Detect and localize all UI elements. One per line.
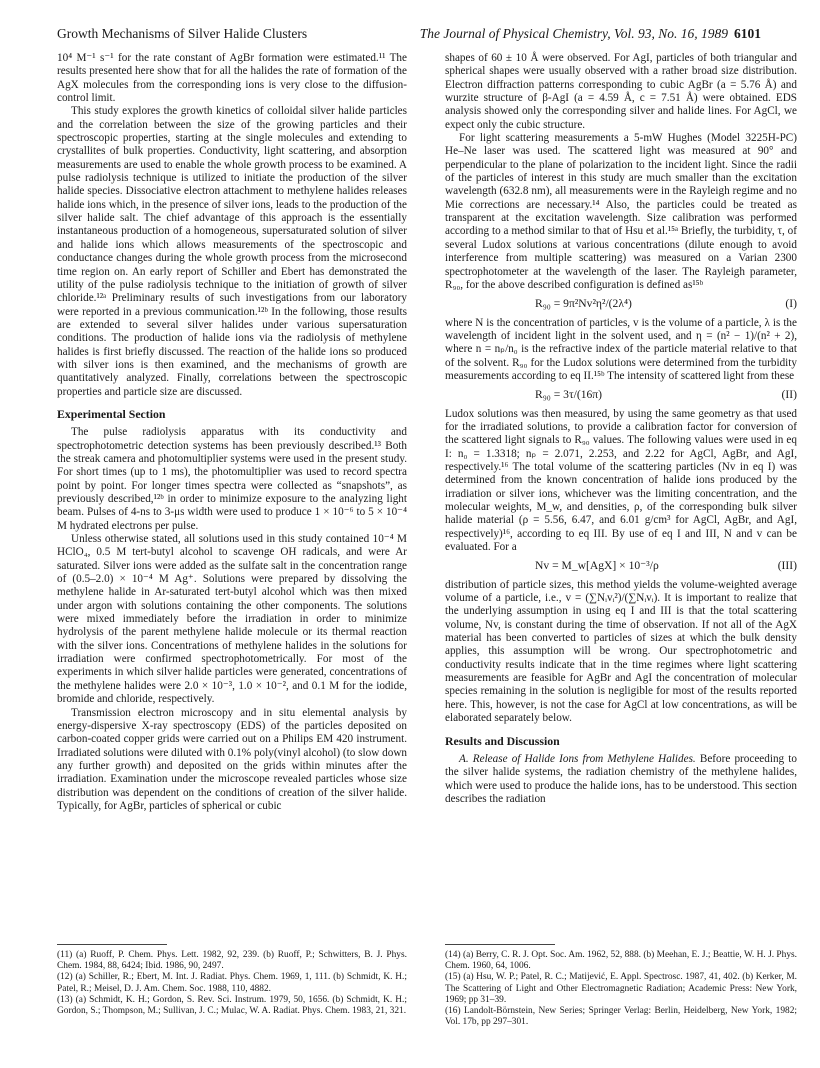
- equation-body: Nv = M_w[AgX] × 10⁻³/ρ: [535, 559, 659, 573]
- paragraph: Transmission electron microscopy and in situ elemental analysis by energy-dispersive X-ray spectroscopy (EDS) of the particles deposited on carbon-coated copper grids were carried out on a Philips EM 420 instrument. Irradiated solutions were diluted with 0.1% poly(vinyl alcohol) (to slow down any further growth) and deposited on the grids within minutes after the irradiation. Examination under the microscope revealed particles whose size distribution was dependent on the conditions of creation of the silver halide. Typically, for AgBr, particles of spherical or cubic: [57, 706, 407, 812]
- subsection-heading: A. Release of Halide Ions from Methylene Halides.: [459, 752, 696, 765]
- page-number: 6101: [734, 26, 761, 41]
- equation-body: R₉₀ = 9π²Nv²η²/(2λ⁴): [535, 297, 632, 311]
- footnotes-right: [445, 950, 797, 1028]
- paragraph: For light scattering measurements a 5-mW Hughes (Model 3225H-PC) He–Ne laser was used. The scattered light was measured at 90° and perpendicular to the plane of polarization to the incident light. Since the radii of the particles of interest in this study are much smaller than the excitation wavelength (632.8 nm), all measurements were in the Rayleigh regime and no Mie corrections are necessary.¹⁴ Also, the particles could be treated as transparent at the excitation wavelength. Size calibration was performed according to a method similar to that of Hsu et al.¹⁵ᵃ Briefly, the turbidity, τ, of several Ludox solutions at various concentrations (dilute enough to avoid interference from multiple scattering) was measured on a Varian 2300 spectrophotometer at the wavelength of the laser. The Rayleigh parameter, R₉₀, for the above described configuration is defined as¹⁵ᵇ: [445, 132, 797, 291]
- paragraph: Ludox solutions was then measured, by using the same geometry as that used for the irradiated solutions, to provide a calibration factor for conversion of the scattered light signals to R₉₀ values. The following values were used in eq I: n₀ = 1.3318; nₚ = 2.071, 2.253, and 2.22 for AgCl, AgBr, and AgI, respectively.¹⁶ The total volume of the scattering particles (Nv in eq I) was determined from the known concentration of halide ions produced by the irradiation or silver ions, whichever was the limiting concentration, and the molecular weights, M_w, and densities, ρ, of the corresponding bulk silver halide material (ρ = 5.56, 6.47, and 6.01 g/cm³ for AgCl, AgBr, and AgI, respectively)¹⁶, according to eq III. By use of eq I and III, N and v can be evaluated. For a: [445, 407, 797, 554]
- equation-number: (II): [781, 388, 797, 402]
- section-heading-results: Results and Discussion: [445, 733, 560, 748]
- header-title: Growth Mechanisms of Silver Halide Clusters: [57, 26, 308, 41]
- equation-2: [445, 388, 797, 401]
- footnote: (15) (a) Hsu, W. P.; Patel, R. C.; Matijević, E. Appl. Spectrosc. 1987, 41, 402. (b) Kerker, M. The Scattering of Light and Other Electromagnetic Radiation; Academic Press: New York, 1969; pp 31–39.: [445, 972, 797, 1005]
- left-column: [57, 52, 407, 813]
- paragraph: Unless otherwise stated, all solutions used in this study contained 10⁻⁴ M HClO₄, 0.5 M tert-butyl alcohol to scavenge OH radicals, and were Ar saturated. Silver ions were added as the sulfate salt in the concentration range of (0.5–2.0) × 10⁻⁴ M Ag⁺. Solutions were prepared by dissolving the methylene halide in Ar-saturated tert-butyl alcohol which was then mixed under argon with solutions containing the other components. The solutions were mixed immediately before the irradiation in order to minimize hydrolysis of the parent methylene halide molecule or its thermal reaction with the silver ions. Concentrations of methylene halides in the solutions for irradiation were confirmed spectrophotometrically. For most of the experiments in which silver halide particles were generated, concentrations of the methylene halides were 2.0 × 10⁻³, 1.0 × 10⁻², and 0.1 M for the iodide, bromide and chloride, respectively.: [57, 533, 407, 706]
- footnote: (12) (a) Schiller, R.; Ebert, M. Int. J. Radiat. Phys. Chem. 1969, 1, 111. (b) Schmidt, K. H.; Patel, R.; Meisel, D. J. Am. Chem. Soc. 1988, 110, 4882.: [57, 972, 407, 994]
- paragraph: The pulse radiolysis apparatus with its conductivity and spectrophotometric detection systems has been previously described.¹³ Both the streak camera and photomultiplier systems were used in the present study. For short times (up to 1 ms), the photomultiplier was used to record spectra point by point. For longer times spectra were collected as “snapshots”, as previously described,¹²ᵇ in order to minimize exposure to the analyzing light beam. Pulses of 4-ns to 3-μs width were used to produce 1 × 10⁻⁶ to 5 × 10⁻⁴ M hydrated electrons per pulse.: [57, 426, 407, 532]
- equation-3: [445, 559, 797, 572]
- paragraph: [445, 753, 797, 806]
- running-header: [57, 26, 761, 44]
- footnote-rule: [445, 944, 555, 945]
- paragraph: where N is the concentration of particles, v is the volume of a particle, λ is the wavelength of incident light in the solvent used, and η = (n² − 1)/(n² + 2), where n = nₚ/n₀ is the refractive index of the particle material relative to that of the solvent. R₉₀ for the Ludox solutions were determined from the turbidity measurements according to eq II.¹⁵ᵇ The intensity of scattered light from these: [445, 316, 797, 382]
- header-journal: [420, 26, 761, 42]
- paragraph: This study explores the growth kinetics of colloidal silver halide particles and the correlation between the size of the growing particles and their spectroscopic properties, starting at the single molecules and extending to crystallites of bulk properties. Conductivity, light scattering, and absorption measurements are used to enable the whole growth process to be examined. A pulse radiolysis technique is utilized to initiate the production of the silver halide species. Dissociative electron attachment to methylene halides releases halide ions which, in the presence of silver ions, leads to the production of the silver halide salt. The chief advantage of this approach is the essentially instantaneous production of a homogeneous, supersaturated solution of silver and halide ions which allows measurements of the spectroscopic and conductance changes during the whole growth process from the microsecond time region on. An early report of Schiller and Ebert has demonstrated the utility of the pulse radiolysis technique to the initiation of growth of silver chloride.¹²ᵃ Preliminary results of such investigations from our laboratory were reported in a previous communication.¹²ᵇ In the following, those results are extended to several silver halides under various supersaturation conditions. The production of halide ions via the radiolysis of methylene halides is first briefly discussed. The reaction of the halide ions so produced with silver ions is then examined, and the mechanisms of growth are quantitatively analyzed. Finally, correlations between the spectroscopic properties and particle size are discussed.: [57, 105, 407, 398]
- footnote: (13) (a) Schmidt, K. H.; Gordon, S. Rev. Sci. Instrum. 1979, 50, 1656. (b) Schmidt, K. H.; Gordon, S.; Thompson, M.; Sullivan, J. C.; Mulac, W. A. Radiat. Phys. Chem. 1983, 21, 321.: [57, 994, 407, 1017]
- paragraph-text: Before proceeding to the silver halide systems, the radiation chemistry of the methylene halides, which were used to produce the halide ions, has to be understood. This section describes the radiation: [445, 752, 797, 805]
- paragraph: 10⁴ M⁻¹ s⁻¹ for the rate constant of AgBr formation were estimated.¹¹ The results presented here show that for all the halides the rate of formation of the AgX molecules from the corresponding ions is very close to the diffusion-control limit.: [57, 52, 407, 105]
- equation-1: [445, 297, 797, 310]
- equation-number: (I): [785, 297, 797, 311]
- paragraph: distribution of particle sizes, this method yields the volume-weighted average volume of a particle, i.e., v = (∑Nᵢvᵢ²)/(∑Nᵢvᵢ). It is important to realize that the underlying assumption in using eq I and III is that the total scattering volume, Nv, is constant during the time of observation. If not all of the AgX material has been converted to particles of sizes at which the bulk density applies, this assumption will be wrong. Our spectrophotometric and conductivity results indicate that in the time regimes where light scattering measurements are feasible for AgBr and AgI the concentration of molecular species remaining in the solution is negligible for most of the results reported here. This, however, is not the case for AgCl at low concentrations, as will be elaborated separately below.: [445, 578, 797, 725]
- footnote: (16) Landolt-Börnstein, New Series; Springer Verlag: Berlin, Heidelberg, New York, 1982; Vol. 17b, pp 297–301.: [445, 1006, 797, 1028]
- footnotes-left: [57, 950, 407, 1017]
- right-column: [445, 52, 797, 806]
- footnote: (14) (a) Berry, C. R. J. Opt. Soc. Am. 1962, 52, 888. (b) Meehan, E. J.; Beattie, W. H. J. Phys. Chem. 1960, 64, 1006.: [445, 950, 797, 972]
- section-heading-experimental: Experimental Section: [57, 406, 166, 421]
- footnote-rule: [57, 944, 167, 945]
- equation-number: (III): [777, 559, 797, 573]
- footnote: (11) (a) Ruoff, P. Chem. Phys. Lett. 1982, 92, 239. (b) Ruoff, P.; Schwitters, B. J. Phys. Chem. 1984, 88, 6424; Ibid. 1986, 90, 2497.: [57, 950, 407, 972]
- journal-citation: The Journal of Physical Chemistry, Vol. 93, No. 16, 1989: [419, 26, 728, 41]
- paragraph: shapes of 60 ± 10 Å were observed. For AgI, particles of both triangular and spherical shapes were usually observed with a rather broad size distribution. Electron diffraction patterns corresponding to cubic AgBr (a = 5.76 Å) and wurzite structure of β-AgI (a = 4.59 Å, c = 7.51 Å) were obtained. EDS analysis showed only the corresponding silver and halide lines. For AgCl, we expect only the cubic structure.: [445, 52, 797, 131]
- equation-body: R₉₀ = 3τ/(16π): [535, 388, 602, 402]
